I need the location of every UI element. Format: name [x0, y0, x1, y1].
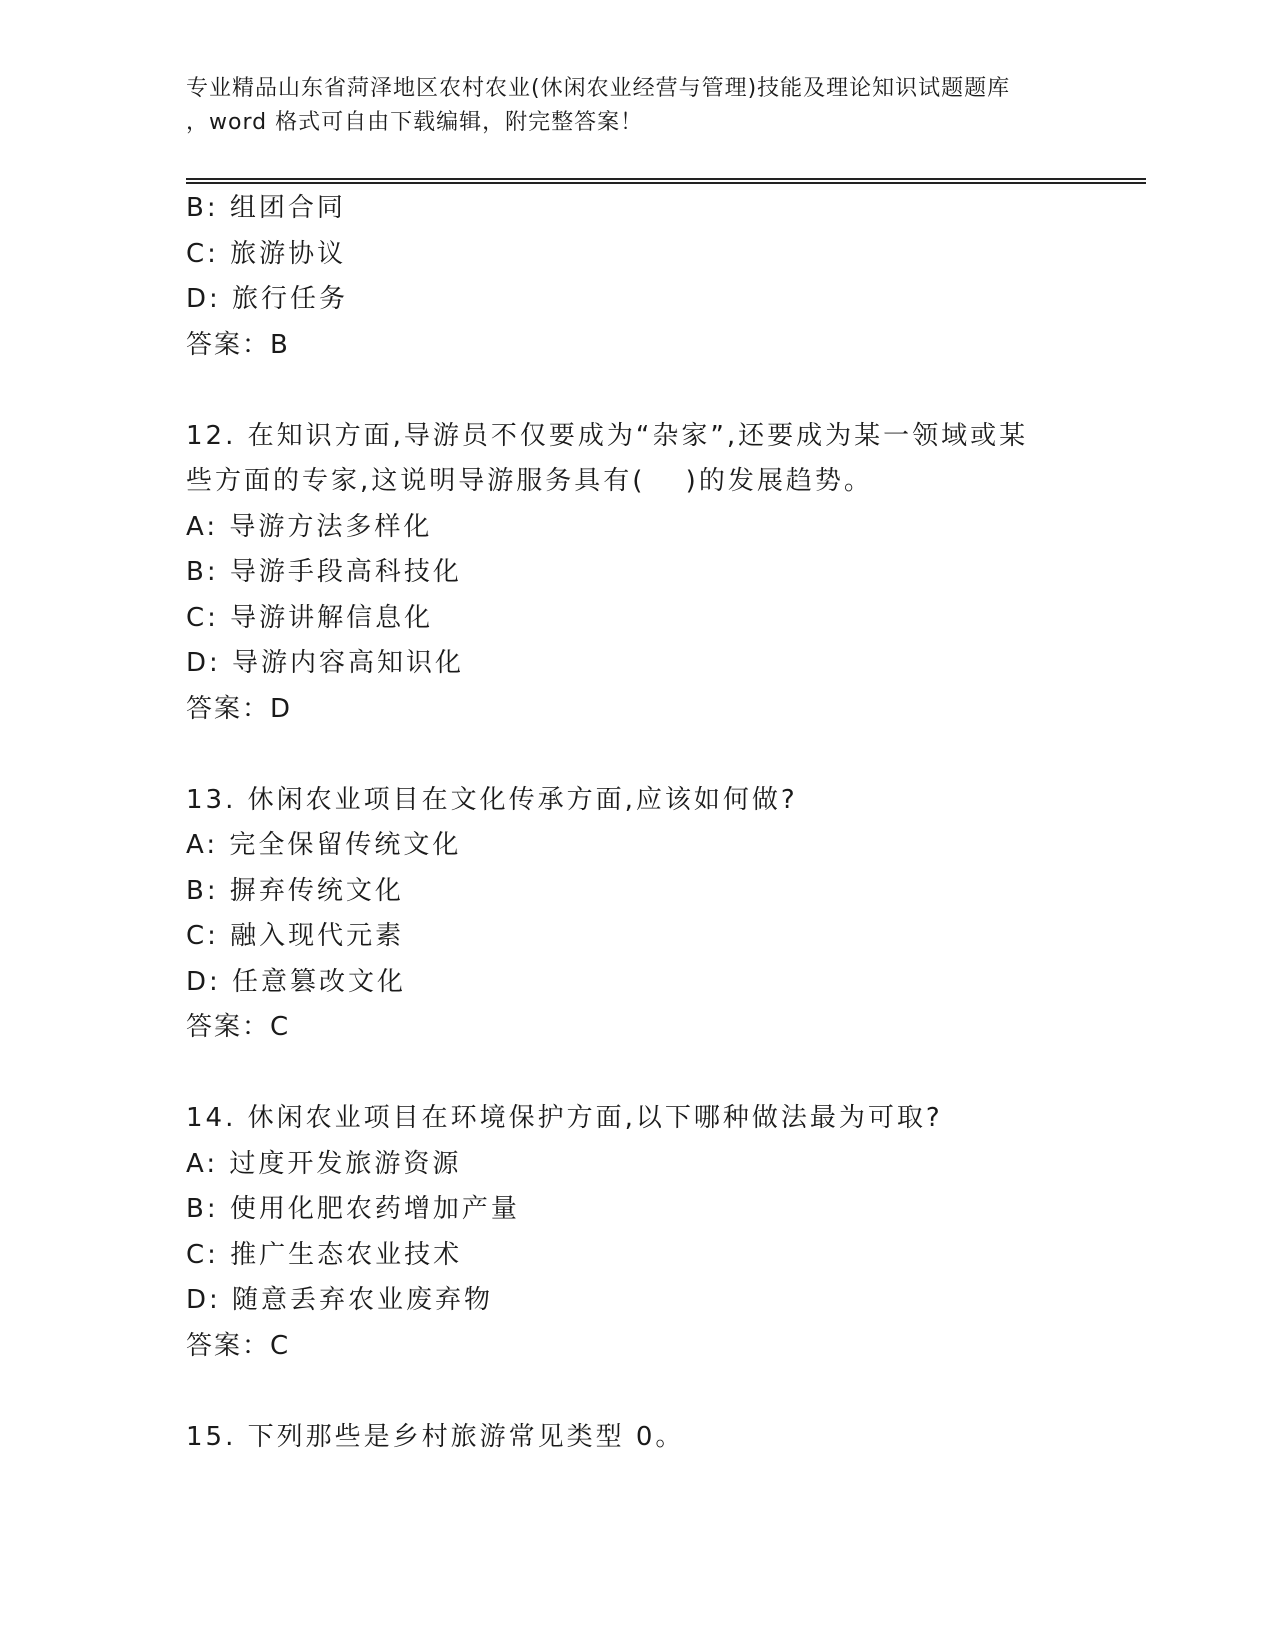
option-b: B: 摒弃传统文化 — [186, 875, 404, 906]
header-title: 专业精品山东省菏泽地区农村农业(休闲农业经营与管理)技能及理论知识试题题库 — [186, 76, 1011, 101]
question-14 — [186, 1096, 1146, 1369]
question-stem: 13. 休闲农业项目在文化传承方面,应该如何做? — [186, 784, 798, 815]
header-subtitle: ，word 格式可自由下载编辑，附完整答案！ — [186, 110, 644, 135]
answer: 答案：B — [186, 329, 290, 360]
question-list — [186, 186, 1146, 1460]
option-d: D: 旅行任务 — [186, 284, 349, 314]
question-stem: 15. 下列那些是乡村旅游常见类型 0。 — [186, 1421, 685, 1452]
question-stem: 12. 在知识方面,导游员不仅要成为“杂家”,还要成为某一领域或某 — [186, 420, 1029, 451]
question-15 — [186, 1415, 1146, 1461]
option-c: C: 融入现代元素 — [186, 921, 405, 951]
question-13 — [186, 778, 1146, 1051]
option-d: D: 任意篡改文化 — [186, 966, 407, 997]
option-a: A: 完全保留传统文化 — [186, 830, 462, 860]
document-header — [186, 72, 1106, 140]
option-d: D: 导游内容高知识化 — [186, 648, 465, 678]
header-divider — [186, 178, 1146, 184]
answer: 答案：C — [186, 1012, 291, 1042]
option-c: C: 导游讲解信息化 — [186, 602, 434, 633]
option-a: A: 导游方法多样化 — [186, 511, 433, 542]
option-b: B: 导游手段高科技化 — [186, 557, 462, 587]
option-b: B: 组团合同 — [186, 193, 346, 223]
option-c: C: 旅游协议 — [186, 238, 347, 269]
option-c: C: 推广生态农业技术 — [186, 1239, 463, 1270]
option-b: B: 使用化肥农药增加产量 — [186, 1194, 520, 1224]
question-12 — [186, 414, 1146, 733]
answer: 答案：D — [186, 693, 293, 724]
option-d: D: 随意丢弃农业废弃物 — [186, 1285, 494, 1315]
answer: 答案：C — [186, 1330, 291, 1361]
question-stem-cont: 些方面的专家,这说明导游服务具有( )的发展趋势。 — [186, 466, 873, 496]
question-11 — [186, 186, 1146, 368]
question-stem: 14. 休闲农业项目在环境保护方面,以下哪种做法最为可取? — [186, 1103, 943, 1133]
option-a: A: 过度开发旅游资源 — [186, 1148, 462, 1179]
